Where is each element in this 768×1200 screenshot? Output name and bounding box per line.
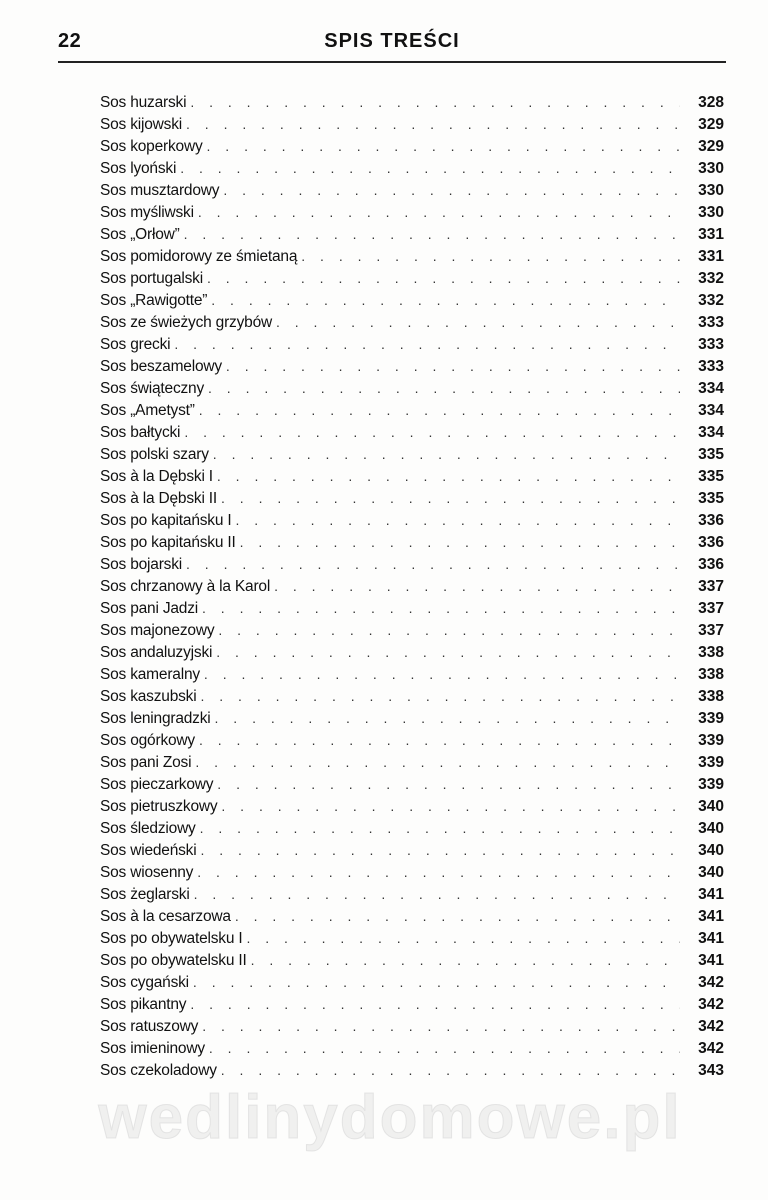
toc-entry-title: Sos lyoński	[100, 160, 177, 177]
toc-entry	[100, 487, 724, 509]
toc-entry-page: 338	[698, 666, 724, 683]
toc-entry-title: Sos chrzanowy à la Karol	[100, 578, 271, 595]
toc-entry	[100, 333, 724, 355]
toc-entry-title: Sos cygański	[100, 974, 189, 991]
toc-entry-page: 341	[698, 886, 724, 903]
dot-leader	[240, 531, 680, 553]
toc-entry	[100, 179, 724, 201]
toc-entry-page: 337	[698, 600, 724, 617]
toc-entry-page: 332	[698, 270, 724, 287]
toc-entry-title: Sos à la Dębski II	[100, 490, 218, 507]
dot-leader	[180, 157, 680, 179]
toc-entry	[100, 1037, 724, 1059]
toc-entry-title: Sos „Orłow”	[100, 226, 180, 243]
toc-entry	[100, 465, 724, 487]
toc-entry-title: Sos beszamelowy	[100, 358, 222, 375]
toc-entry	[100, 201, 724, 223]
dot-leader	[274, 575, 680, 597]
toc-entry-title: Sos grecki	[100, 336, 171, 353]
dot-leader	[200, 685, 680, 707]
toc-entry-title: Sos andaluzyjski	[100, 644, 213, 661]
toc-entry	[100, 751, 724, 773]
toc-entry-title: Sos pomidorowy ze śmietaną	[100, 248, 298, 265]
dot-leader	[235, 905, 680, 927]
dot-leader	[195, 751, 680, 773]
dot-leader	[207, 135, 680, 157]
dot-leader	[200, 817, 680, 839]
toc-entry-title: Sos świąteczny	[100, 380, 205, 397]
toc-entry-page: 335	[698, 490, 724, 507]
page-number: 22	[58, 30, 82, 52]
dot-leader	[207, 267, 680, 289]
toc-entry-page: 334	[698, 402, 724, 419]
toc-entry-title: Sos leningradzki	[100, 710, 211, 727]
toc-entry-page: 334	[698, 424, 724, 441]
dot-leader	[216, 641, 680, 663]
toc-entry-page: 339	[698, 754, 724, 771]
toc-entry-page: 343	[698, 1062, 724, 1079]
toc-entry-title: Sos pieczarkowy	[100, 776, 214, 793]
toc-entry	[100, 91, 724, 113]
toc-entry-page: 339	[698, 776, 724, 793]
dot-leader	[226, 355, 680, 377]
dot-leader	[194, 883, 680, 905]
toc-entry-title: Sos kijowski	[100, 116, 183, 133]
toc-entry-title: Sos kameralny	[100, 666, 200, 683]
toc-entry-title: Sos pani Jadzi	[100, 600, 199, 617]
toc-entry-title: Sos imieninowy	[100, 1040, 205, 1057]
toc-entry-page: 342	[698, 1018, 724, 1035]
toc-entry-title: Sos kaszubski	[100, 688, 197, 705]
toc-entry-page: 341	[698, 952, 724, 969]
header-rule	[58, 61, 726, 63]
toc-entry	[100, 839, 724, 861]
dot-leader	[221, 795, 680, 817]
toc-entry	[100, 817, 724, 839]
toc-entry-title: Sos ratuszowy	[100, 1018, 199, 1035]
toc-entry-page: 339	[698, 732, 724, 749]
toc-entry	[100, 135, 724, 157]
toc-entry-title: Sos musztardowy	[100, 182, 220, 199]
toc-entry	[100, 553, 724, 575]
dot-leader	[184, 421, 680, 443]
toc-entry-title: Sos wiedeński	[100, 842, 197, 859]
toc-entry	[100, 399, 724, 421]
toc-entry	[100, 993, 724, 1015]
dot-leader	[217, 465, 680, 487]
toc-entry	[100, 245, 724, 267]
dot-leader	[211, 289, 680, 311]
dot-leader	[174, 333, 680, 355]
toc-entry-title: Sos „Rawigotte”	[100, 292, 208, 309]
toc-entry	[100, 377, 724, 399]
toc-entry	[100, 311, 724, 333]
toc-entry	[100, 795, 724, 817]
toc-entry	[100, 971, 724, 993]
dot-leader	[251, 949, 680, 971]
dot-leader	[199, 399, 680, 421]
toc-entry-page: 340	[698, 842, 724, 859]
page-title: SPIS TREŚCI	[324, 30, 460, 52]
toc-entry-page: 342	[698, 1040, 724, 1057]
toc-entry-page: 341	[698, 908, 724, 925]
dot-leader	[235, 509, 680, 531]
toc-entry-title: Sos ogórkowy	[100, 732, 195, 749]
dot-leader	[190, 993, 680, 1015]
dot-leader	[209, 1037, 680, 1059]
dot-leader	[217, 773, 680, 795]
toc-entry-title: Sos wiosenny	[100, 864, 194, 881]
toc-entry-title: Sos ze świeżych grzybów	[100, 314, 272, 331]
toc-entry-page: 338	[698, 644, 724, 661]
dot-leader	[301, 245, 680, 267]
toc-entry-title: Sos majonezowy	[100, 622, 215, 639]
toc-entry	[100, 619, 724, 641]
toc-entry	[100, 905, 724, 927]
dot-leader	[190, 91, 680, 113]
toc-entry-title: Sos pani Zosi	[100, 754, 192, 771]
toc-entry-title: Sos po obywatelsku II	[100, 952, 247, 969]
toc-entry-page: 333	[698, 336, 724, 353]
toc-entry-page: 333	[698, 358, 724, 375]
toc-entry	[100, 1059, 724, 1081]
toc-entry	[100, 267, 724, 289]
toc-entry	[100, 509, 724, 531]
toc-entry	[100, 421, 724, 443]
toc-entry-title: Sos polski szary	[100, 446, 209, 463]
toc-entry-title: Sos pietruszkowy	[100, 798, 218, 815]
toc-entry-page: 336	[698, 512, 724, 529]
toc-entry-page: 329	[698, 138, 724, 155]
toc-entry	[100, 355, 724, 377]
toc-entry-title: Sos żeglarski	[100, 886, 190, 903]
dot-leader	[208, 377, 680, 399]
dot-leader	[202, 1015, 680, 1037]
toc-entry	[100, 883, 724, 905]
toc-entry-title: Sos à la Dębski I	[100, 468, 213, 485]
toc-entry	[100, 707, 724, 729]
page-header	[58, 30, 726, 60]
toc-entry-page: 330	[698, 160, 724, 177]
toc-entry-title: Sos huzarski	[100, 94, 187, 111]
toc-entry-title: Sos bojarski	[100, 556, 183, 573]
toc-entry-page: 341	[698, 930, 724, 947]
toc-entry-page: 332	[698, 292, 724, 309]
toc-entry-title: Sos po kapitańsku I	[100, 512, 232, 529]
toc-entry-title: Sos à la cesarzowa	[100, 908, 231, 925]
toc-entry	[100, 289, 724, 311]
toc-entry-title: Sos myśliwski	[100, 204, 194, 221]
toc-entry-page: 330	[698, 182, 724, 199]
toc-entry	[100, 927, 724, 949]
dot-leader	[197, 861, 680, 883]
toc-entry	[100, 1015, 724, 1037]
watermark: wedlinydomowe.pl	[98, 1083, 682, 1152]
dot-leader	[246, 927, 680, 949]
toc-entry-title: Sos po obywatelsku I	[100, 930, 243, 947]
dot-leader	[200, 839, 680, 861]
toc-entry-page: 339	[698, 710, 724, 727]
dot-leader	[213, 443, 680, 465]
toc-entry	[100, 113, 724, 135]
toc-entry	[100, 597, 724, 619]
toc-entry	[100, 729, 724, 751]
dot-leader	[202, 597, 680, 619]
dot-leader	[218, 619, 680, 641]
toc-entry-page: 337	[698, 578, 724, 595]
toc-entry-page: 340	[698, 798, 724, 815]
toc-entry-page: 329	[698, 116, 724, 133]
toc-entry-page: 335	[698, 468, 724, 485]
toc-entry-title: Sos czekoladowy	[100, 1062, 217, 1079]
toc-entry-page: 338	[698, 688, 724, 705]
toc-entry	[100, 443, 724, 465]
toc-entry	[100, 685, 724, 707]
dot-leader	[186, 113, 680, 135]
toc-entry	[100, 157, 724, 179]
dot-leader	[199, 729, 680, 751]
toc-entry-page: 330	[698, 204, 724, 221]
dot-leader	[204, 663, 680, 685]
toc-entry-title: Sos po kapitańsku II	[100, 534, 236, 551]
toc-entry-title: Sos bałtycki	[100, 424, 181, 441]
toc-entry-page: 342	[698, 996, 724, 1013]
toc-entry-page: 340	[698, 864, 724, 881]
toc-entry-page: 340	[698, 820, 724, 837]
toc-entry-page: 331	[698, 226, 724, 243]
toc-entry-page: 328	[698, 94, 724, 111]
toc-entry	[100, 663, 724, 685]
dot-leader	[221, 487, 680, 509]
toc-entry	[100, 861, 724, 883]
toc-entry-page: 336	[698, 534, 724, 551]
toc-entry	[100, 531, 724, 553]
toc-entry-page: 342	[698, 974, 724, 991]
dot-leader	[223, 179, 680, 201]
toc-entry-page: 334	[698, 380, 724, 397]
toc-entry	[100, 223, 724, 245]
toc-entry	[100, 641, 724, 663]
toc-entry-title: Sos koperkowy	[100, 138, 203, 155]
toc-entry	[100, 773, 724, 795]
toc-entry-page: 331	[698, 248, 724, 265]
toc-entry-page: 336	[698, 556, 724, 573]
toc-entry-page: 335	[698, 446, 724, 463]
dot-leader	[215, 707, 680, 729]
toc-entry-title: Sos śledziowy	[100, 820, 196, 837]
toc-entry	[100, 949, 724, 971]
toc-entry-title: Sos pikantny	[100, 996, 187, 1013]
dot-leader	[184, 223, 680, 245]
dot-leader	[193, 971, 680, 993]
toc-entry	[100, 575, 724, 597]
toc-entry-page: 337	[698, 622, 724, 639]
dot-leader	[276, 311, 680, 333]
dot-leader	[186, 553, 680, 575]
toc-entry-title: Sos „Ametyst”	[100, 402, 195, 419]
toc-entry-page: 333	[698, 314, 724, 331]
table-of-contents	[100, 91, 724, 1081]
dot-leader	[198, 201, 680, 223]
dot-leader	[221, 1059, 680, 1081]
toc-entry-title: Sos portugalski	[100, 270, 203, 287]
